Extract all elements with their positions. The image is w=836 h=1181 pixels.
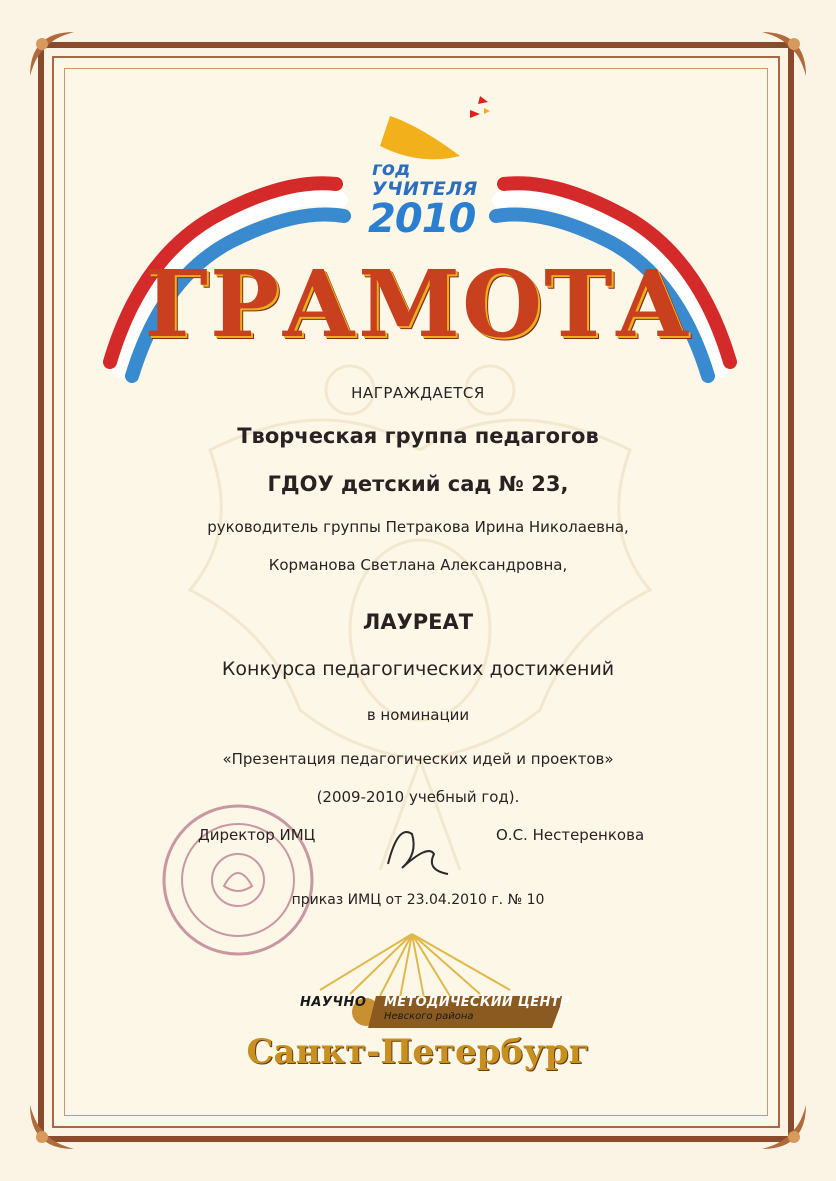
city-name: Санкт-Петербург: [246, 1032, 590, 1072]
recipient-group: Творческая группа педагогов: [237, 424, 599, 448]
round-stamp-icon: [158, 800, 318, 960]
group-leader: руководитель группы Петракова Ирина Николаевна,: [207, 518, 629, 536]
signer-position: Директор ИМЦ: [198, 826, 316, 844]
awarded-label: НАГРАЖДАЕТСЯ: [351, 384, 485, 402]
contest-name: Конкурса педагогических достижений: [221, 658, 615, 680]
corner-ornament-icon: [754, 24, 814, 84]
academic-year: (2009-2010 учебный год).: [316, 788, 520, 806]
order-reference: приказ ИМЦ от 23.04.2010 г. № 10: [291, 892, 545, 908]
nomination-intro: в номинации: [366, 706, 470, 724]
corner-ornament-icon: [22, 1097, 82, 1157]
bridge-emblem-icon: [300, 930, 540, 1000]
nmc-subtitle: Невского района: [384, 1011, 474, 1022]
nmc-word2: МЕТОДИЧЕСКИЙ ЦЕНТР: [384, 995, 570, 1010]
logo-line1: год: [372, 158, 411, 180]
nmc-word1: НАУЧНО: [300, 995, 367, 1010]
group-member: Корманова Светлана Александровна,: [268, 556, 568, 574]
corner-ornament-icon: [754, 1097, 814, 1157]
award-status: ЛАУРЕАТ: [362, 610, 474, 634]
logo-year: 2010: [368, 196, 476, 242]
signature-icon: [378, 814, 458, 884]
nomination-name: «Презентация педагогических идей и проектов»: [222, 750, 614, 768]
certificate-title: ГРАМОТА: [144, 250, 692, 358]
signer-name: О.С. Нестеренкова: [496, 826, 645, 844]
recipient-org: ГДОУ детский сад № 23,: [267, 472, 569, 496]
corner-ornament-icon: [22, 24, 82, 84]
logo-line2: УЧИТЕЛЯ: [372, 178, 478, 200]
